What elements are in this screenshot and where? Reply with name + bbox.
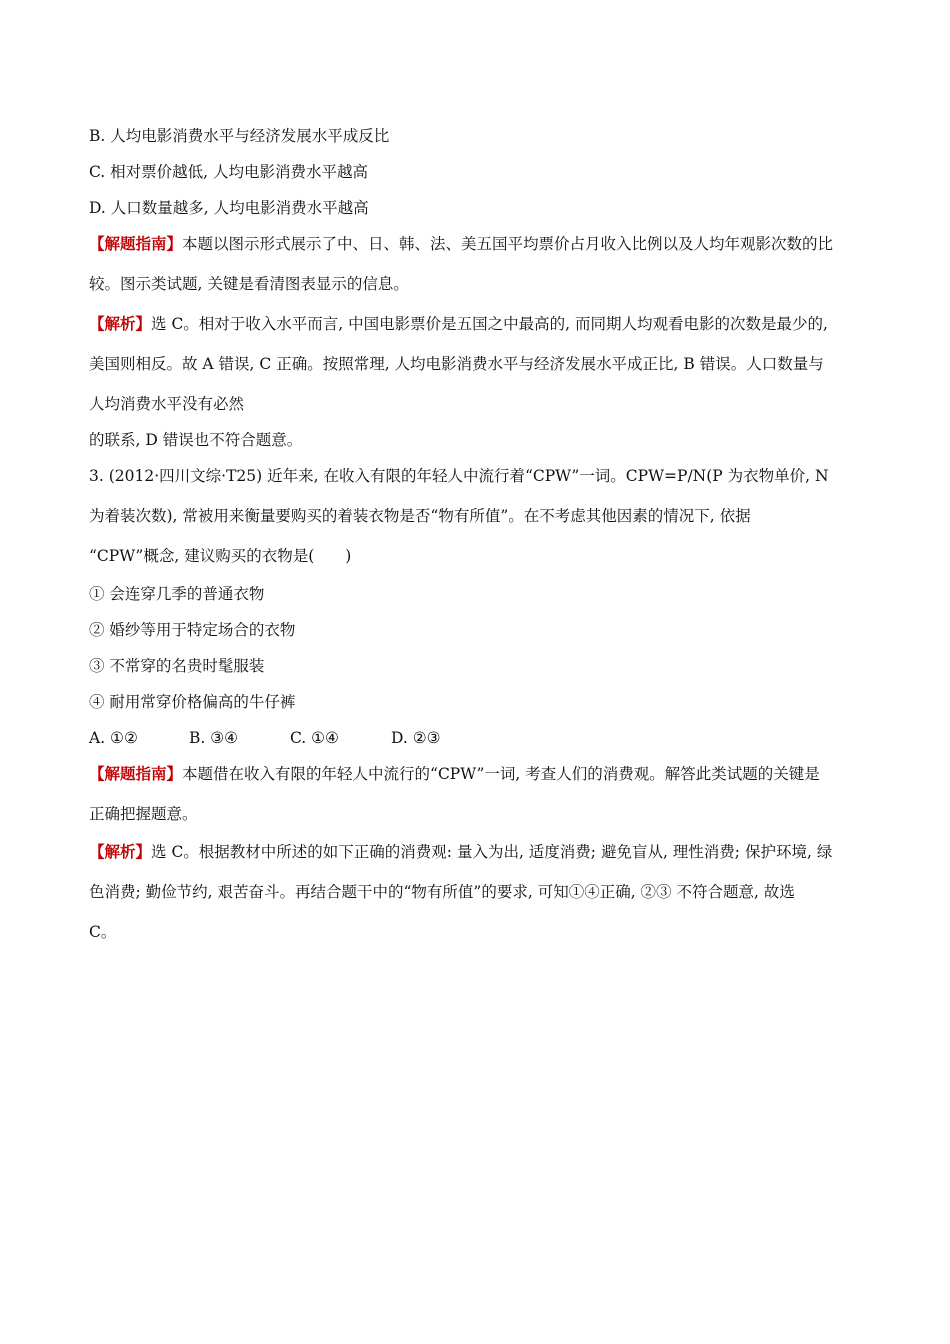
q3-analysis-line2: 色消费; 勤俭节约, 艰苦奋斗。再结合题干中的“物有所值”的要求, 可知①④正确, ②③ 不符合题意, 故选 [89, 883, 795, 901]
analysis-text: 选 C。相对于收入水平而言, 中国电影票价是五国之中最高的, 而同期人均观看电影的次数是最少的, [151, 315, 828, 333]
q2-analysis-line2: 美国则相反。故 A 错误, C 正确。按照常理, 人均电影消费水平与经济发展水平成正比, B 错误。人口数量与 [89, 355, 824, 373]
q3-analysis-line3: C。 [89, 923, 117, 941]
guide-text: 本题借在收入有限的年轻人中流行的“CPW”一词, 考查人们的消费观。解答此类试题的关键是 [182, 765, 820, 783]
q2-guide-line2: 较。图示类试题, 关键是看清图表显示的信息。 [89, 275, 409, 293]
q2-analysis-line3: 人均消费水平没有必然 [89, 395, 245, 413]
analysis-tag: 【解析】 [89, 314, 152, 333]
q2-analysis-line4: 的联系, D 错误也不符合题意。 [89, 431, 303, 449]
q3-stem-line3: “CPW”概念, 建议购买的衣物是( ) [89, 547, 352, 565]
choice-a: A. ①② [89, 729, 138, 747]
q3-analysis-line1 [89, 842, 879, 862]
q3-guide-line2: 正确把握题意。 [89, 805, 198, 823]
choice-b: B. ③④ [189, 729, 239, 747]
guide-text: 本题以图示形式展示了中、日、韩、法、美五国平均票价占月收入比例以及人均年观影次数的比 [182, 235, 834, 253]
q3-stem-line1: 3. (2012·四川文综·T25) 近年来, 在收入有限的年轻人中流行着“CPW”一词。CPW=P/N(P 为衣物单价, N [89, 467, 829, 485]
q2-option-b: B. 人均电影消费水平与经济发展水平成反比 [89, 127, 390, 145]
q3-choices [89, 728, 879, 748]
q2-option-d: D. 人口数量越多, 人均电影消费水平越高 [89, 199, 369, 217]
q2-guide-line1 [89, 234, 879, 254]
q3-stem-line2: 为着装次数), 常被用来衡量要购买的着装衣物是否“物有所值”。在不考虑其他因素的情况下, 依据 [89, 507, 751, 525]
choice-d: D. ②③ [391, 729, 441, 747]
q3-item-2: ② 婚纱等用于特定场合的衣物 [89, 621, 296, 639]
q2-analysis-line1 [89, 314, 879, 334]
choice-c: C. ①④ [290, 729, 339, 747]
guide-tag: 【解题指南】 [89, 234, 183, 253]
q3-item-4: ④ 耐用常穿价格偏高的牛仔裤 [89, 693, 296, 711]
analysis-text: 选 C。根据教材中所述的如下正确的消费观: 量入为出, 适度消费; 避免盲从, 理性消费; 保护环境, 绿 [151, 843, 833, 861]
q3-guide-line1 [89, 764, 879, 784]
guide-tag: 【解题指南】 [89, 764, 183, 783]
q3-item-3: ③ 不常穿的名贵时髦服装 [89, 657, 265, 675]
q3-item-1: ① 会连穿几季的普通衣物 [89, 585, 265, 603]
q2-option-c: C. 相对票价越低, 人均电影消费水平越高 [89, 163, 369, 181]
analysis-tag: 【解析】 [89, 842, 152, 861]
